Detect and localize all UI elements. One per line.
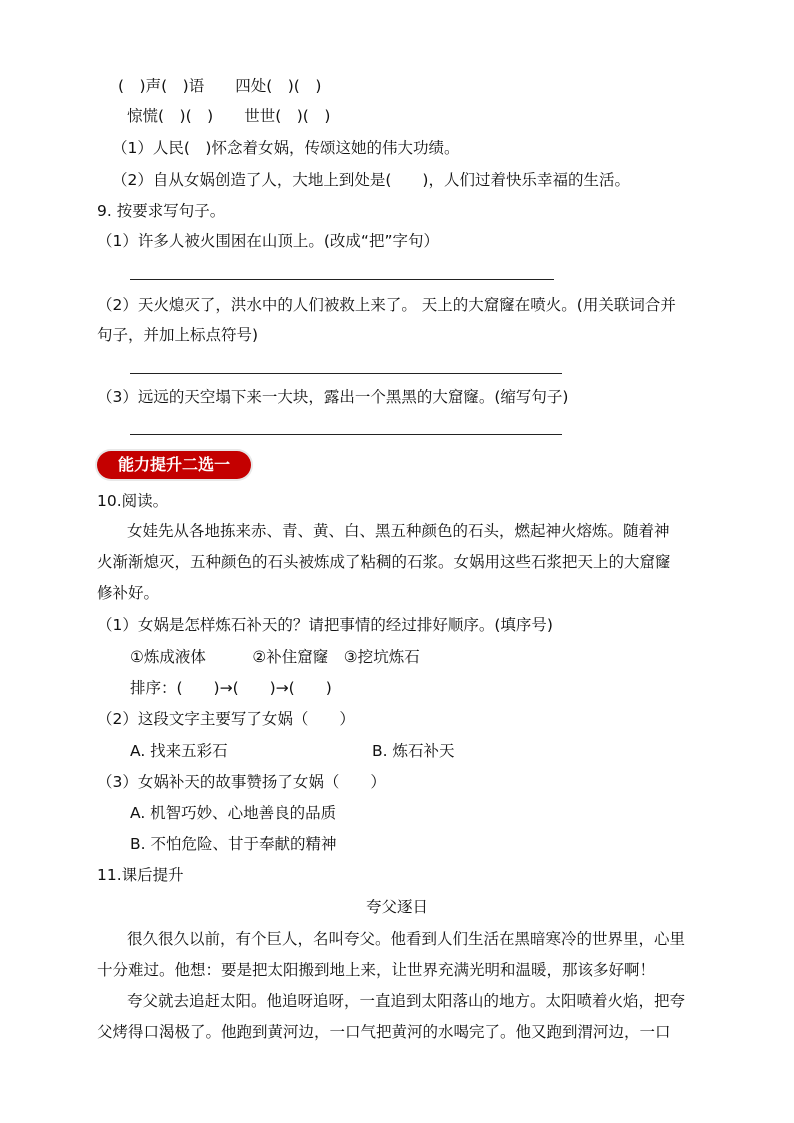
q8-words-row-2: 惊慌( )( ) 世世( )( ) (127, 107, 331, 125)
q10-passage-line-2: 火渐渐熄灭，五种颜色的石头被炼成了粘稠的石浆。女娲用这些石浆把天上的大窟窿 (97, 553, 671, 571)
section-banner: 能力提升二选一 (97, 451, 251, 479)
q10-passage-line-3: 修补好。 (97, 584, 160, 602)
q9-prompt-3: （3）远远的天空塌下来一大块，露出一个黑黑的大窟窿。(缩写句子) (97, 388, 569, 406)
q9-prompt-2-line-1: （2）天火熄灭了，洪水中的人们被救上来了。 天上的大窟窿在喷火。(用关联词合并 (97, 296, 676, 314)
q10-option-2a: A. 找来五彩石 (130, 742, 228, 760)
q9-prompt-1: （1）许多人被火围困在山顶上。(改成“把”字句） (97, 232, 439, 250)
q10-option-2b: B. 炼石补天 (372, 742, 455, 760)
q9-title: 9. 按要求写句子。 (97, 202, 226, 220)
q9-answer-line-3[interactable] (130, 434, 562, 435)
q8-sentence-2: （2）自从女娲创造了人，大地上到处是( )，人们过着快乐幸福的生活。 (112, 171, 630, 189)
q11-story-line-3: 夸父就去追赶太阳。他追呀追呀，一直追到太阳落山的地方。太阳喷着火焰，把夸 (127, 992, 686, 1010)
q10-order: 排序：( )→( )→( ) (130, 679, 332, 697)
q10-option-3b: B. 不怕危险、甘于奉献的精神 (130, 835, 337, 853)
q11-story-line-2: 十分难过。他想：要是把太阳搬到地上来，让世界充满光明和温暖，那该多好啊！ (97, 961, 656, 979)
q10-passage-line-1: 女娃先从各地拣来赤、青、黄、白、黑五种颜色的石头，燃起神火熔炼。随着神 (127, 522, 670, 540)
q8-words-row-1: ( )声( )语 四处( )( ) (118, 77, 322, 95)
q10-prompt-2: （2）这段文字主要写了女娲（ ） (97, 710, 355, 728)
q9-answer-line-1[interactable] (130, 279, 554, 280)
q10-prompt-3: （3）女娲补天的故事赞扬了女娲（ ） (97, 773, 386, 791)
q8-sentence-1: （1）人民( )怀念着女娲，传颂这她的伟大功绩。 (112, 139, 460, 157)
q11-story-title: 夸父逐日 (365, 898, 428, 916)
q11-story-line-1: 很久很久以前，有个巨人，名叫夸父。他看到人们生活在黑暗寒冷的世界里，心里 (127, 930, 686, 948)
q10-title: 10.阅读。 (97, 492, 169, 510)
q9-answer-line-2[interactable] (130, 373, 562, 374)
q9-prompt-2-line-2: 句子，并加上标点符号) (97, 326, 259, 344)
q11-title: 11.课后提升 (97, 866, 184, 884)
q10-steps: ①炼成液体 ②补住窟窿 ③挖坑炼石 (130, 648, 420, 666)
q11-story-line-4: 父烤得口渴极了。他跑到黄河边，一口气把黄河的水喝完了。他又跑到渭河边，一口 (97, 1023, 671, 1041)
q10-option-3a: A. 机智巧妙、心地善良的品质 (130, 804, 337, 822)
q10-prompt-1: （1）女娲是怎样炼石补天的？请把事情的经过排好顺序。(填序号) (97, 616, 553, 634)
